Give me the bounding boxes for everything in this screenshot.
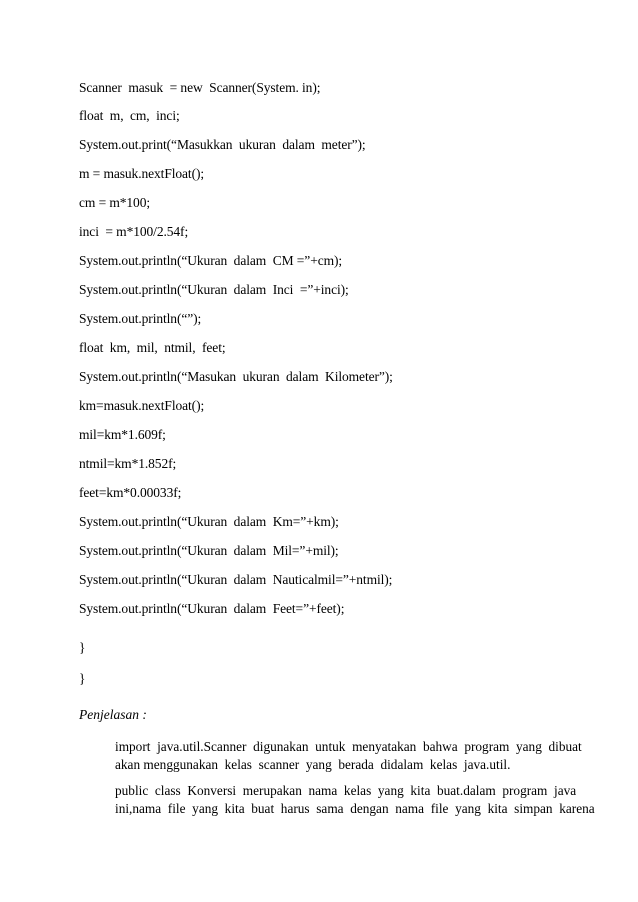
explanation-paragraph-class — [115, 782, 595, 818]
explanation-heading: Penjelasan : — [79, 707, 147, 722]
code-line-print-meter: System.out.print(“Masukkan ukuran dalam meter”); — [79, 137, 366, 152]
code-line-close-brace-2: } — [79, 671, 86, 686]
code-line-close-brace-1: } — [79, 640, 86, 655]
code-line-println-km: System.out.println(“Ukuran dalam Km=”+km); — [79, 514, 339, 529]
code-line-feet-calc: feet=km*0.00033f; — [79, 485, 182, 500]
code-line-println-cm: System.out.println(“Ukuran dalam CM =”+cm); — [79, 253, 343, 268]
code-line-println-mil: System.out.println(“Ukuran dalam Mil=”+mil); — [79, 543, 339, 558]
code-line-float-decl-2: float km, mil, ntmil, feet; — [79, 340, 226, 355]
code-line-println-empty: System.out.println(“”); — [79, 311, 202, 326]
code-line-inci-calc: inci = m*100/2.54f; — [79, 224, 189, 239]
code-line-float-decl-1: float m, cm, inci; — [79, 108, 180, 123]
explanation-line: akan menggunakan kelas scanner yang berada didalam kelas java.util. — [115, 757, 511, 772]
explanation-line: import java.util.Scanner digunakan untuk menyatakan bahwa program yang dibuat — [115, 739, 582, 754]
explanation-paragraph-import — [115, 738, 582, 774]
explanation-line: public class Konversi merupakan nama kelas yang kita buat.dalam program java — [115, 783, 577, 798]
code-line-scanner-init: Scanner masuk = new Scanner(System. in); — [79, 80, 321, 95]
explanation-line: ini,nama file yang kita buat harus sama dengan nama file yang kita simpan karena — [115, 801, 595, 816]
code-line-print-km: System.out.println(“Masukan ukuran dalam Kilometer”); — [79, 369, 393, 384]
code-line-read-km: km=masuk.nextFloat(); — [79, 398, 205, 413]
code-line-ntmil-calc: ntmil=km*1.852f; — [79, 456, 177, 471]
code-line-mil-calc: mil=km*1.609f; — [79, 427, 166, 442]
code-line-println-ntmil: System.out.println(“Ukuran dalam Nauticalmil=”+ntmil); — [79, 572, 393, 587]
code-line-read-m: m = masuk.nextFloat(); — [79, 166, 205, 181]
code-line-println-feet: System.out.println(“Ukuran dalam Feet=”+feet); — [79, 601, 345, 616]
code-line-println-inci: System.out.println(“Ukuran dalam Inci =”+inci); — [79, 282, 349, 297]
code-line-cm-calc: cm = m*100; — [79, 195, 151, 210]
